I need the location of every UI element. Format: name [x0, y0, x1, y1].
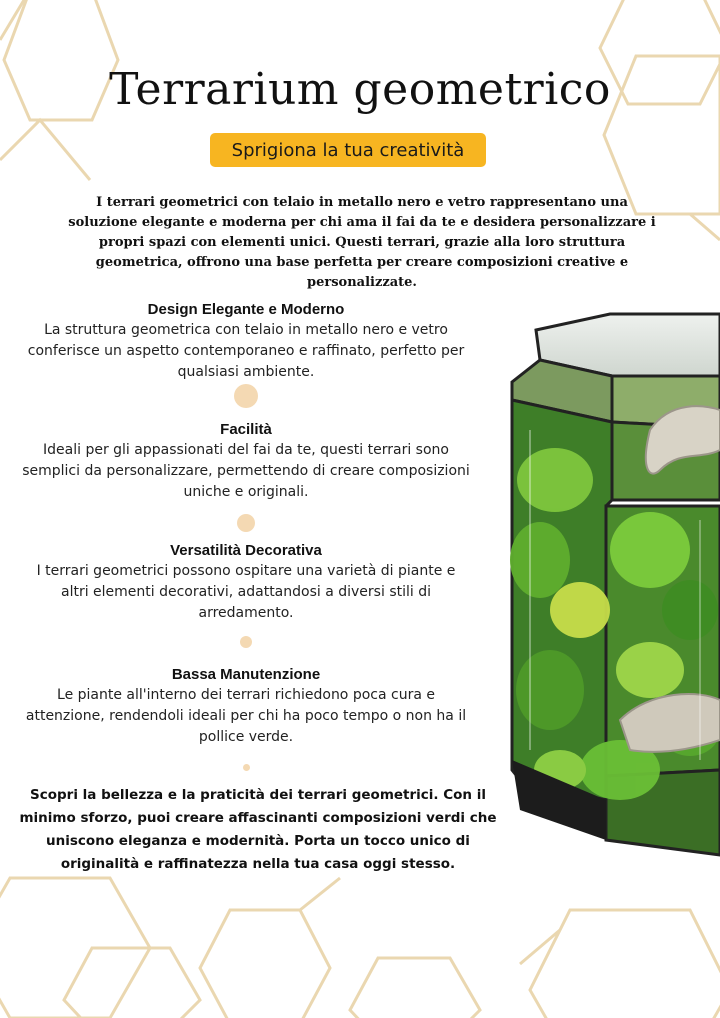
feature-facilita: [22, 420, 470, 503]
feature-text: La struttura geometrica con telaio in metallo nero e vetro conferisce un aspetto contemporaneo e raffinato, perfetto per qualsiasi ambiente.: [27, 322, 465, 380]
separator-dot: [240, 636, 252, 648]
subtitle-badge: [210, 133, 486, 167]
page-title: Terrarium geometrico: [109, 64, 611, 115]
feature-manutenzione: [22, 665, 470, 748]
feature-design: [22, 300, 470, 383]
separator-dot: [243, 764, 250, 771]
feature-heading: Facilità: [220, 421, 272, 438]
terrarium-image: [500, 310, 720, 860]
closing-paragraph: Scopri la bellezza e la praticità dei terrari geometrici. Con il minimo sforzo, puoi creare affascinanti composizioni verdi che uniscono eleganza e modernità. Porta un tocco unico di originalità e raffinatezza nella tua casa oggi stesso.: [19, 787, 497, 872]
intro-paragraph: I terrari geometrici con telaio in metallo nero e vetro rappresentano una soluzione elegante e moderna per chi ama il fai da te e desidera personalizzare i propri spazi con elementi unici. Questi terrari, grazie alla loro struttura geometrica, offrono una base perfetta per creare composizioni creative e personalizzate.: [68, 195, 656, 290]
subtitle-text: Sprigiona la tua creatività: [231, 139, 465, 161]
feature-heading: Versatilità Decorativa: [170, 542, 322, 559]
feature-heading: Design Elegante e Moderno: [147, 301, 345, 318]
feature-versatilita: [22, 541, 470, 624]
feature-heading: Bassa Manutenzione: [171, 666, 321, 683]
feature-text: Ideali per gli appassionati del fai da te, questi terrari sono semplici da personalizzare, permettendo di creare composizioni uniche e originali.: [22, 442, 470, 500]
separator-dot: [234, 384, 258, 408]
separator-dot: [237, 514, 255, 532]
feature-text: I terrari geometrici possono ospitare una varietà di piante e altri elementi decorativi, adattandosi a diversi stili di arredamento.: [36, 563, 456, 621]
feature-text: Le piante all'interno dei terrari richiedono poca cura e attenzione, rendendoli ideali per chi ha poco tempo o non ha il pollice verde.: [25, 687, 467, 745]
